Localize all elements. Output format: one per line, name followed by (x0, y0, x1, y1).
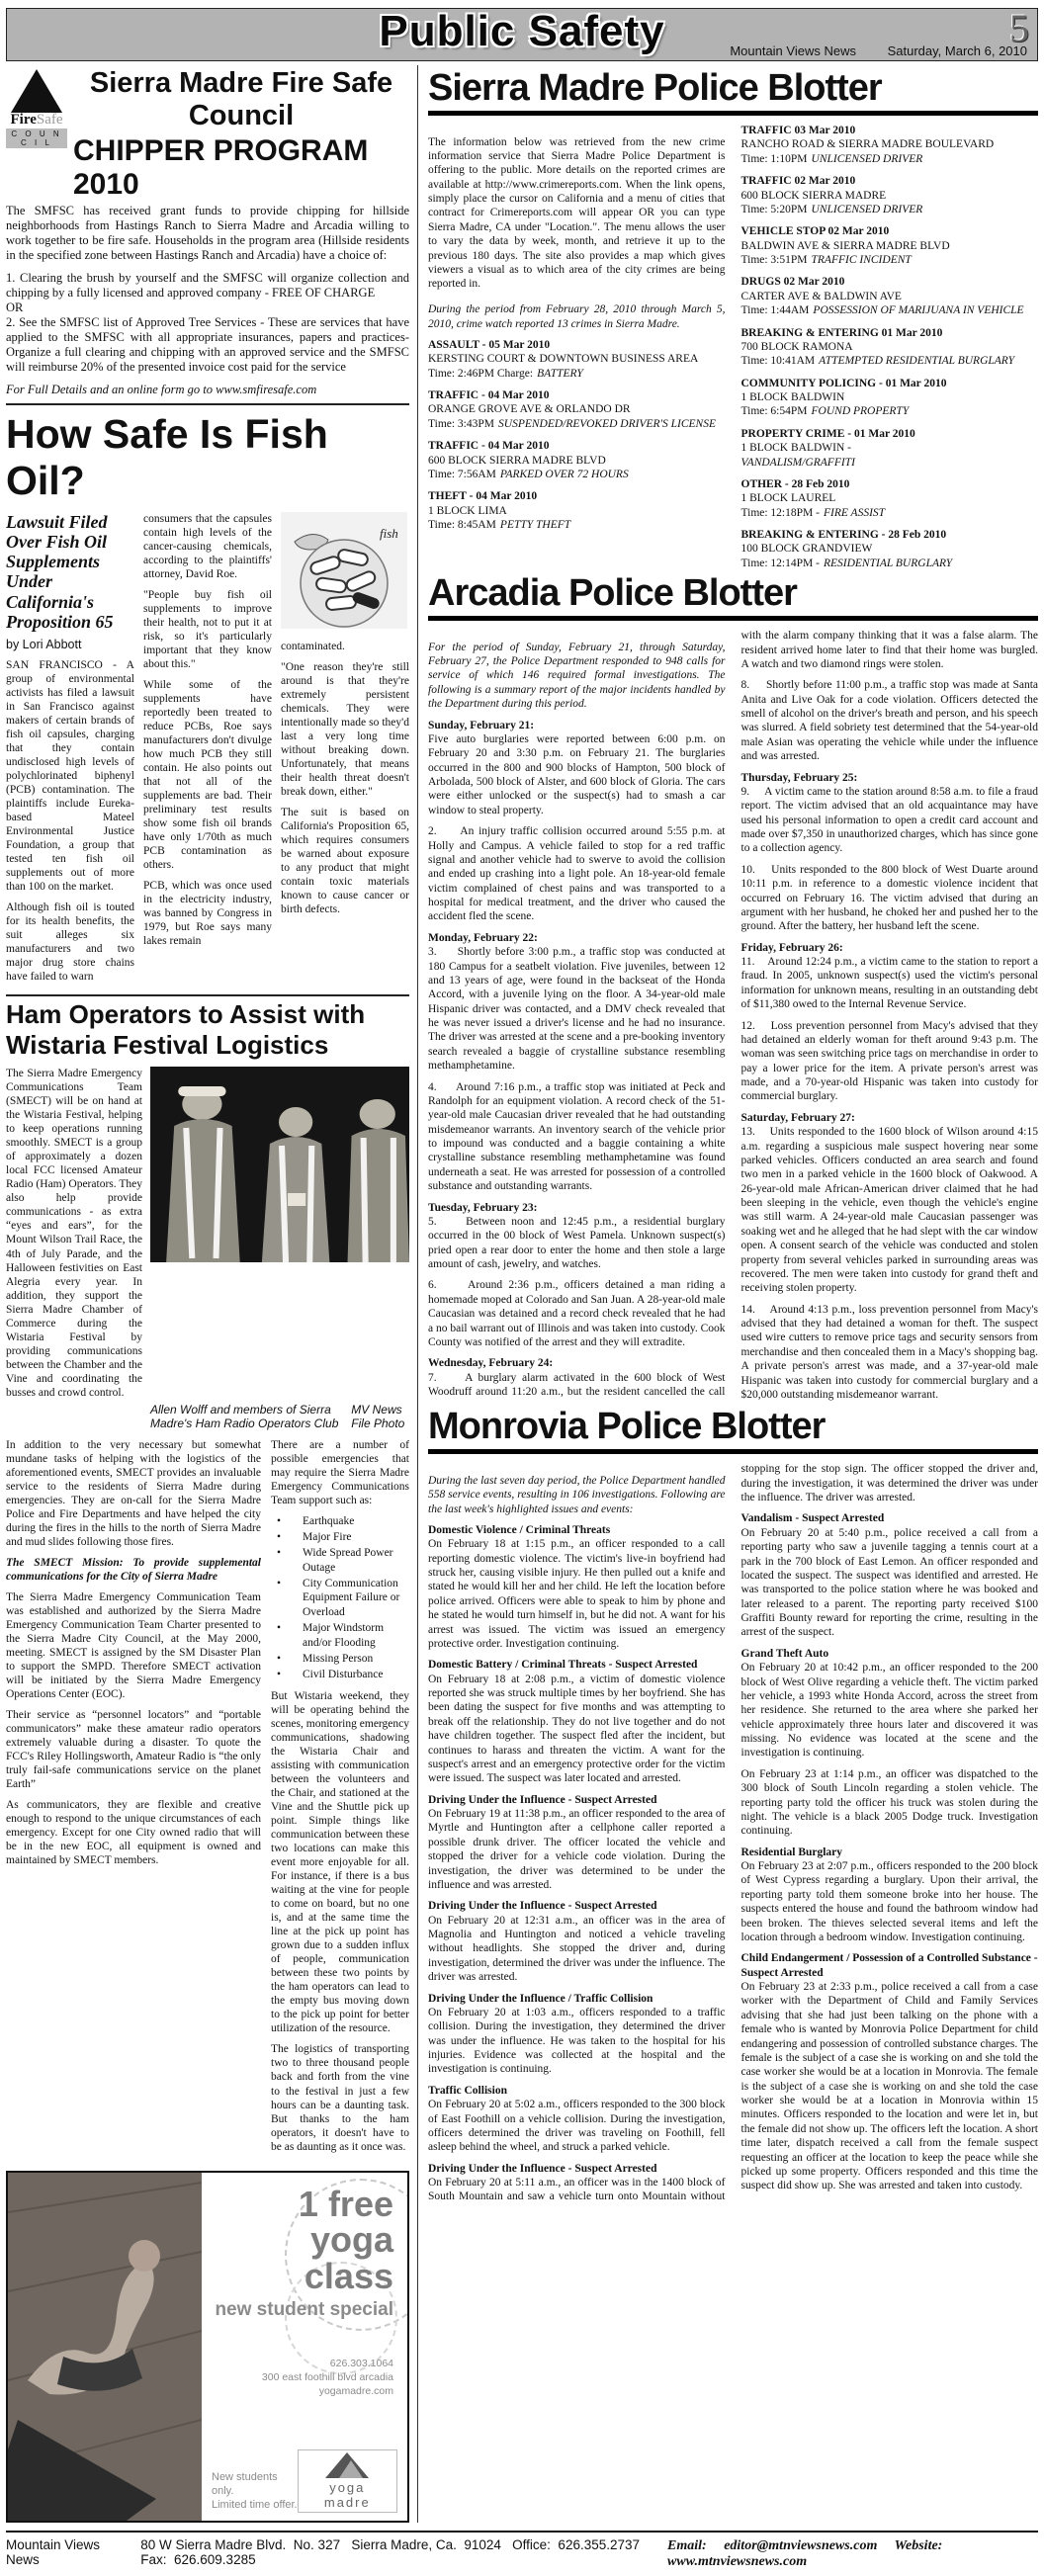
firesafe-or: OR (6, 301, 24, 314)
blotter-intro: During the last seven day period, the Police Department handled 558 service events, resulting in 106 investigations. Following are the last week's highlighted issues and events: (428, 1474, 726, 1515)
ad-website: yogamadre.com (318, 2385, 393, 2398)
entry-charge: FIRE ASSIST (823, 506, 886, 519)
blotter-item (741, 1647, 1039, 1760)
entry-title: BREAKING & ENTERING - 28 Feb 2010 (740, 529, 947, 541)
entry-time: Time: 8:45AM (428, 519, 496, 531)
article-paragraph: PCB, which was once used in the electricity industry, was banned by Congress in 1979, but Roe says many lakes remain (143, 880, 272, 948)
ham-operators-section (6, 994, 409, 2160)
item-text: 10. Units responded to the 800 block of West Duarte around 10:11 p.m. in reference to a domestic violence incident that occurred on February 16. The victim advised that during an argument with her husband, he choked her and pushed her to the ground. After the battery, her husband left the scene. (740, 863, 1038, 933)
item-text: On February 20 at 12:31 a.m., an officer was in the area of Magnolia and Huntington and noticed a vehicle traveling without headlights. She stopped the driver and, during investigation, determined the driver was under the influence. The driver was arrested. (428, 1914, 726, 1984)
entry-title: BREAKING & ENTERING 01 Mar 2010 (740, 326, 943, 339)
item-heading: Saturday, February 27: (740, 1111, 855, 1124)
fish-oil-col1 (6, 512, 134, 990)
firesafe-details-note: For Full Details and an online form go to www.smfiresafe.com (6, 383, 317, 396)
footer-address: 80 W Sierra Madre Blvd. No. 327 Sierra Madre, Ca. 91024 Office: 626.355.2737 Fax: 626.609.3285 (140, 2536, 644, 2567)
entry-location: KERSTING COURT & DOWNTOWN BUSINESS AREA (428, 353, 699, 366)
item-heading: Thursday, February 25: (740, 771, 858, 784)
item-text: On February 18 at 2:08 p.m., a victim of domestic violence reported she was struck multiple times by her boyfriend. She has been dating the suspect for five months and was attempting to break off the relationship. They do not live together and do not have children together. The suspect fled after the incident, but continues to harass and threaten the victim. A want for the suspect's arrest and an emergency protective order for the victim were issued. The suspect was later located and arrested. (428, 1673, 726, 1785)
arcadia-blotter-headline: Arcadia Police Blotter (428, 572, 1038, 621)
blotter-item (741, 678, 1039, 763)
ham-intro-paragraph: The Sierra Madre Emergency Communications Team (SMECT) will be on hand at the Wistaria Festival, helping to keep operations running smoothly. SMECT is a group of approximately a dozen local FCC licensed Amateur Radio (Ham) Operators. They also help provide communications - as extra “eyes and ears”, for the Mount Wilson Trail Race, the 4th of July Parade, and the Halloween festivities on East Alegria every year. In addition, they support the Sierra Madre Chamber of Commerce during the Wistaria Festival by providing communications between the Chamber and the Vine and coordinating the busses and crowd control. (6, 1068, 142, 1399)
bullet-icon: • (277, 1514, 282, 1527)
entry-location: ORANGE GROVE AVE & ORLANDO DR (428, 403, 631, 416)
blotter-item (741, 771, 1039, 856)
footer-email: editor@mtnviewsnews.com (724, 2537, 878, 2553)
item-text: Five auto burglaries were reported between 6:00 p.m. on February 20 and 3:30 p.m. on February 21. The burglaries occurred in the 800 and 900 blocks of Hampton, 500 block of Arbolada, 500 block of Alster, and 600 block of Gloria. The cars were either unlocked or the suspect(s) had to smash a car window to steal property. (428, 732, 726, 816)
ad-phone: 626.303.1064 (329, 2357, 393, 2369)
ham-right-column (271, 1438, 409, 2161)
item-heading: Child Endangerment / Possession of a Controlled Substance - Suspect Arrested (740, 1952, 1038, 1979)
emergency-bullet: • Missing Person (277, 1653, 374, 1666)
monrovia-blotter-section (428, 1406, 1038, 2204)
article-paragraph: "People buy fish oil supplements to improve their health, not to put it at risk, so it's particularly important that they know about this." (143, 589, 272, 671)
item-heading: Domestic Battery / Criminal Threats - Suspect Arrested (428, 1659, 698, 1672)
emergency-bullet: • Wide Spread Power Outage (277, 1546, 393, 1574)
entry-title: DRUGS 02 Mar 2010 (740, 276, 845, 289)
blotter-item (741, 1846, 1039, 1945)
bullet-icon: • (277, 1530, 282, 1543)
article-paragraph: The Sierra Madre Emergency Communication Team was established and authorized by the Sierra Madre Emergency Communication Team Charter presented to the Sierra Madre City Council, at the May 2000, meeting. SMECT is assigned by the SM Disaster Plan to support the SMPD. Therefore SMECT activation will be initiated by the Sierra Madre Emergency Operations Center (EOC). (6, 1590, 261, 1700)
entry-location: 600 BLOCK SIERRA MADRE (740, 189, 887, 202)
yoga-madre-logo (298, 2449, 397, 2513)
logo-fire: Fire (10, 112, 37, 128)
footer-website-label: Website: (894, 2537, 943, 2553)
bullet-icon: • (277, 1577, 282, 1589)
blotter-entry (741, 124, 1039, 166)
entry-charge: SUSPENDED/REVOKED DRIVER'S LICENSE (498, 417, 716, 430)
entry-location: 1 BLOCK BALDWIN - (740, 442, 851, 455)
item-heading: Traffic Collision (428, 2084, 507, 2097)
ham-operators-photo (150, 1067, 409, 1399)
item-text: 14. Around 4:13 p.m., loss prevention personnel from Macy's advised that they had detained a woman for theft. The suspect used wire cutters to remove price tags and security sensors from merchandise and then concealed them in a Macy's shopping bag. A private person's arrest was made, and a 37-year-old male Hispanic was taken into custody for commercial burglary and a $20,000 outstanding misdemeanor warrant. (740, 1303, 1038, 1401)
blotter-entry (741, 427, 1039, 470)
ad-line-1: 1 free (298, 2183, 393, 2224)
entry-title: ASSAULT - 05 Mar 2010 (428, 338, 551, 351)
fish-oil-headline: How Safe Is Fish Oil? (6, 411, 328, 503)
item-text: On February 23 at 1:14 p.m., an officer was dispatched to the 300 block of South Lincoln regarding a stolen vehicle. The reporting party told the officer his truck was stolen during the night. The vehicle is a black 2005 Dodge truck. Investigation continuing. (740, 1767, 1038, 1838)
emergency-bullet: • Major Fire (277, 1530, 352, 1543)
photo-credit: MV News File Photo (351, 1402, 405, 1430)
entry-time: Time: 1:44AM (740, 304, 810, 317)
fish-oil-col3 (281, 512, 409, 990)
item-text: 7. A burglary alarm activated in the 600 block of West Woodruff around 11:20 a.m., but the resident cancelled the call with the alarm company thinking that it was a false alarm. The resident arrived home later to find that their home was burgled. A watch and two diamond rings were stolen. (428, 630, 1038, 1398)
ad-line-3: class (304, 2256, 393, 2297)
blotter-intro: The information below was retrieved from the new crime information service that Sierra Madre Police Department is offering to the public. More details on the reported crimes are available at http://www.crimereports.com. When the link opens, simply place the cursor on California and a menu of cities that contract for Crimereports.com will appear OR you can type Sierra Madre, CA under "Location.". The menu allows the user to vary the data by week, month, and retrieve it up to the previous 180 days. The site also provides a map which gives viewers a visual as to which area of the city crimes are being reported in. (428, 135, 726, 291)
entry-time: Time: 12:18PM - (740, 506, 820, 519)
item-heading: Driving Under the Influence - Suspect Arrested (428, 1793, 657, 1806)
blotter-item (428, 2084, 726, 2155)
blotter-item (741, 1951, 1039, 2192)
entry-charge: UNLICENSED DRIVER (811, 152, 923, 165)
ad-subline: new student special (215, 2298, 393, 2320)
entry-time: Time: 12:14PM - (740, 557, 820, 569)
logo-wordmark: yoga madre (323, 2479, 371, 2510)
entry-charge: BATTERY (537, 367, 583, 380)
blotter-item (741, 1511, 1039, 1639)
sierra-madre-blotter-section (428, 67, 1038, 570)
smect-mission: The SMECT Mission: To provide supplemental communications for the City of Sierra Madre (6, 1556, 261, 1583)
article-paragraph: contaminated. (281, 641, 345, 652)
blotter-entry (428, 439, 726, 481)
footer-masthead: Mountain Views News (6, 2536, 101, 2567)
item-text: 9. A victim came to the station around 8:58 a.m. to file a fraud report. The victim advised that an old acquaintance may have used his personal information to open a credit card account and made over $7,350 in unauthorized charges, which has since gone to a collection agency. (740, 785, 1038, 855)
item-heading: Domestic Violence / Criminal Threats (428, 1523, 611, 1536)
entry-location: RANCHO ROAD & SIERRA MADRE BOULEVARD (740, 138, 995, 151)
ad-note-1: New students only. (212, 2471, 278, 2498)
yoga-ad-copy (202, 2173, 407, 2521)
item-text: On February 18 at 1:15 p.m., an officer responded to a call reporting domestic violence. The victim's live-in boyfriend had struck her, causing visible injury. He then pulled out a knife and stated he would kill her and her child. He left the location before police arrived. Officers were able to speak to him by phone and he stated he would turn himself in, but he did not. A want for his arrest was issued. The victim was issued an emergency protective order. Investigation continuing. (428, 1538, 726, 1650)
blotter-item (428, 1523, 726, 1651)
article-paragraph: As communicators, they are flexible and creative enough to respond to the unique circumstances of each emergency. Except for one City owned radio that will be in the new EOC, all equipment is owned and maintained by SMECT members. (6, 1799, 261, 1867)
entry-time: Time: 6:54PM (740, 405, 808, 418)
blotter-item (741, 1767, 1039, 1839)
firesafe-intro: The SMFSC has received grant funds to provide chipping for hillside neighborhoods from Hastings Ranch to Sierra Madre and Arcadia willing to work together to be fire safe. Households in the program area (Hillside residents in the specified zone between Hastings Ranch and Arcadia) have a choice of: (6, 204, 409, 262)
entry-title: TRAFFIC 03 Mar 2010 (740, 125, 856, 136)
entry-time: Time: 7:56AM (428, 468, 496, 480)
blotter-item (741, 1019, 1039, 1104)
blotter-entry (428, 489, 726, 532)
item-heading: Residential Burglary (740, 1846, 843, 1858)
item-text: On February 20 at 5:11 a.m., an officer was in the 1400 block of South Mountain and saw a vehicle turn onto Mountain without stopping for the stop sign. The officer stopped the driver and, during the investigation, it was determined the driver was under the influence. The driver was arrested. (428, 1463, 1038, 2203)
item-heading: Driving Under the Influence - Suspect Arrested (428, 1900, 657, 1913)
article-paragraph: While some of the supplements have reportedly been treated to reduce PCBs, Roe says manufacturers don't divulge how much PCB they still contain. He also points out that not all of the supplements are bad. Their preliminary test results show some fish oil brands have only 1/70th as much PCB contamination as others. (143, 679, 272, 872)
item-text: 3. Shortly before 3:00 p.m., a traffic stop was conducted at 180 Campus for a seatbelt violation. Five juveniles, between 12 and 13 years of age, were found in the backseat of the Honda Accord, with a juvenile lying on the floor. A 34-year-old male Hispanic driver was contacted, and a DMV check revealed that he was never issued a driver's license and he had no insurance. The driver was arrested at the scene and a pre-booking inventory search revealed a baggie of crystalline substance resembling methamphetamine. (428, 946, 726, 1073)
item-heading: Tuesday, February 23: (428, 1201, 538, 1214)
blotter-item (741, 1303, 1039, 1403)
ad-note-2: Limited time offer. (212, 2498, 298, 2511)
article-paragraph: The suit is based on California's Proposition 65, which requires consumers be warned about exposure to any product that might contain toxic materials known to cause cancer or birth defects. (281, 807, 409, 916)
entry-charge: TRAFFIC INCIDENT (811, 254, 912, 266)
entry-charge: VANDALISM/GRAFFITI (740, 456, 855, 469)
ad-address: 300 east foothill blvd arcadia (261, 2370, 393, 2383)
entry-title: THEFT - 04 Mar 2010 (428, 490, 538, 503)
entry-title: TRAFFIC - 04 Mar 2010 (428, 389, 550, 401)
page-number: 5 (1009, 6, 1029, 50)
entry-time: Time: 1:10PM (740, 152, 808, 165)
bullet-icon: • (277, 1546, 282, 1559)
blotter-item (741, 863, 1039, 934)
entry-title: TRAFFIC - 04 Mar 2010 (428, 440, 550, 453)
entry-location: 700 BLOCK RAMONA (740, 340, 853, 353)
footer-website: www.mtnviewsnews.com (667, 2553, 808, 2569)
ad-contact (202, 2321, 407, 2399)
item-text: 11. Around 12:24 p.m., a victim came to the station to report a fraud. In 2005, unknown suspect(s) used the victim's personal information for unknown means, resulting in an outstanding debt of $11,380 owed to the Internal Revenue Service. (740, 956, 1038, 1011)
article-paragraph: The logistics of transporting two to three thousand people back and forth from the vine to the festival in just a few hours can be a daunting task. But thanks to the ham operators, it doesn't have to be as daunting as it once was. (271, 2043, 409, 2153)
item-text: 6. Around 2:36 p.m., officers detained a man riding a homemade moped at Colorado and San Juan. A 28-year-old male Caucasian was detained and a record check revealed that he had a no bail warrant out of Illinois and was taken into custody. Cook County was notified of the arrest and they will extradite. (428, 1279, 726, 1348)
article-paragraph: Their service as “personnel locators” and “portable communicators” make these amateur radio operators extremely valuable during a disaster. To quote the FCC's Riley Hollingsworth, Amateur Radio is “the only truly fail-safe communications service on the planet Earth” (6, 1708, 261, 1791)
issue-date: Saturday, March 6, 2010 (887, 43, 1027, 58)
blotter-entry (428, 338, 726, 381)
article-paragraph: Although fish oil is touted for its health benefits, the suit alleges six manufacturers and two major drug store chains have failed to warn (6, 902, 134, 984)
fish-oil-section (6, 411, 409, 990)
entry-charge: RESIDENTIAL BURGLARY (823, 557, 953, 569)
entry-title: OTHER - 28 Feb 2010 (740, 477, 850, 490)
blotter-entry (741, 174, 1039, 216)
entry-title: COMMUNITY POLICING - 01 Mar 2010 (740, 377, 947, 389)
entry-charge: FOUND PROPERTY (811, 405, 910, 418)
entry-charge: POSSESSION OF MARIJUANA IN VEHICLE (813, 304, 1024, 317)
firesafe-council-logo (6, 69, 67, 148)
emergency-bullet: • Civil Disturbance (277, 1669, 384, 1681)
masthead-name: Mountain Views News (730, 43, 856, 58)
firesafe-option2: 2. See the SMFSC list of Approved Tree Services - These are services that have applied to the SMFSC with all appropriate insurances, papers and practices- Organize a full clearing and chipping with an approved service and the SMFSC will reimburse 20% of the presented invoice cost paid for the service (6, 315, 409, 374)
logo-safe: Safe (36, 112, 63, 128)
fish-label: fish (380, 526, 398, 541)
blotter-item (428, 1201, 726, 1272)
blotter-entry (741, 528, 1039, 570)
blotter-entry (741, 326, 1039, 369)
page-title: Public Safety (379, 7, 665, 55)
entry-title: TRAFFIC 02 Mar 2010 (740, 175, 856, 188)
firesafe-title: Sierra Madre Fire Safe Council (89, 67, 393, 131)
blotter-item (428, 1658, 726, 1785)
mountain-icon (325, 2452, 369, 2478)
bullet-icon: • (277, 1622, 282, 1635)
entry-location: 1 BLOCK LAUREL (740, 492, 836, 505)
entry-title: VEHICLE STOP 02 Mar 2010 (740, 225, 890, 238)
page-footer (6, 2531, 1038, 2576)
item-heading: Driving Under the Influence / Traffic Collision (428, 1992, 653, 2005)
page-header-band (6, 8, 1038, 61)
yoga-pose-photo (8, 2173, 202, 2521)
ad-line-2: yoga (309, 2219, 393, 2261)
blotter-item (428, 931, 726, 1073)
blotter-item (428, 1278, 726, 1349)
entry-location: 100 BLOCK GRANDVIEW (740, 543, 873, 556)
entry-time: Time: 3:43PM (428, 417, 495, 430)
mountain-triangle-icon (11, 69, 62, 113)
article-paragraph: In addition to the very necessary but somewhat mundane tasks of helping with the logistics of the aforementioned events, SMECT provides an invaluable service to the residents of Sierra Madre during emergencies. They are on-call for the Sierra Madre Police and Fire Departments and have helped the city during the fires in the hills to the north of Sierra Madre and mud slides following those fires. (6, 1438, 261, 1548)
item-heading: Wednesday, February 24: (428, 1357, 554, 1370)
fish-oil-byline: by Lori Abbott (6, 637, 82, 651)
item-text: On February 20 at 1:03 a.m., officers responded to a traffic collision. During the investigation, they determined the driver was under the influence. He was taken to the hospital for his injuries. Evidence was collected at the hospital and the investigation is continuing. (428, 2006, 726, 2076)
entry-location: 1 BLOCK LIMA (428, 504, 507, 517)
entry-location: BALDWIN AVE & SIERRA MADRE BLVD (740, 239, 950, 252)
blotter-item (428, 719, 726, 818)
footer-email-label: Email: (667, 2537, 707, 2553)
ham-emergencies-intro: There are a number of possible emergencies that may require the Sierra Madre Emergency Communications Team support such as: (271, 1438, 409, 1506)
blotter-intro: For the period of Sunday, February 21, through Saturday, February 27, the Police Department responded to 948 calls for service of which 146 required formal investigations. The following is a summary report of the major incidents handled by the Department during this period. (428, 641, 726, 711)
item-text: 12. Loss prevention personnel from Macy's advised that they had detained an elderly woman for theft around 9:43 p.m. The woman was seen switching price tags on merchandise in order to pay a lower price for the item. A private person's arrest was made, and a 70-year-old Hispanic was taken into custody for commercial burglary. (740, 1019, 1038, 1103)
item-text: 8. Shortly before 11:00 p.m., a traffic stop was made at Santa Anita and Live Oak for a code violation. Officers detected the smell of alcohol on the driver's breath and person, and his speech was slurred. A field sobriety test determined that the 54-year-old male Asian was operating the vehicle while under the influence and was arrested. (740, 679, 1038, 763)
item-text: On February 23 at 2:07 p.m., officers responded to the 200 block of West Cypress regarding a burglary. Upon their arrival, the reporting party told them someone broke into her house. The suspects entered the house and found the bathroom window had been broken. The thieves selected several items and left the location through a bedroom window. Investigation continuing. (740, 1860, 1038, 1943)
bullet-icon: • (277, 1653, 282, 1666)
fish-oil-subhead: Lawsuit Filed Over Fish Oil Supplements Under California's Proposition 65 (6, 512, 114, 632)
bullet-icon: • (277, 1669, 282, 1681)
emergency-bullet: • Major Windstorm and/or Flooding (277, 1622, 385, 1650)
entry-time: Time: 3:51PM (740, 254, 808, 266)
sierra-madre-blotter-headline: Sierra Madre Police Blotter (428, 67, 1038, 116)
right-column (417, 65, 1038, 2523)
entry-location: CARTER AVE & BALDWIN AVE (740, 290, 902, 302)
item-text: On February 23 at 2:33 p.m., police received a call from a case worker with the Department of Child and Family Services advising that she had just been talking on the phone with a female who is wanted by Monrovia Police Department for child endangering and possession of controlled substance charges. The female is the subject of a case she is working on and she told the case worker she would be at a location in Monrovia. The female is the subject of a case she is working on and she told the case worker she would be at a location in Monrovia within 15 minutes. Officers responded to the location and were let in, but the female did not show up. The officers left the location. A short time later, dispatch received a call from the female suspect requesting an officer at the location to keep the peace while she picked up some property. Officers responded and this time the suspect did show up. She was arrested and taken into custody. (740, 1981, 1038, 2192)
entry-time: Time: 10:41AM (740, 355, 816, 368)
left-column (6, 65, 409, 2523)
blotter-item (428, 1899, 726, 1984)
blotter-item (741, 1111, 1039, 1296)
item-heading: Driving Under the Influence - Suspect Arrested (428, 2162, 657, 2175)
firesafe-option1: 1. Clearing the brush by yourself and the SMFSC will organize collection and chipping by a fully licensed and approved company - FREE OF CHARGE (6, 271, 409, 300)
entry-charge: UNLICENSED DRIVER (811, 203, 923, 215)
emergency-bullet: • City Communication Equipment Failure or Overload (277, 1577, 400, 1619)
item-heading: Sunday, February 21: (428, 719, 535, 731)
blotter-period-note: During the period from February 28, 2010 through March 5, 2010, crime watch reported 13 crimes in Sierra Madre. (428, 303, 726, 330)
emergency-bullet: • Earthquake (277, 1514, 355, 1527)
article-paragraph: "One reason they're still around is that they're extremely persistent chemicals. They were intentionally made so they'd last a very long time without breaking down. Unfortunately, that means their health threat doesn't break down, either." (281, 661, 409, 799)
ham-headline: Ham Operators to Assist with Wistaria Festival Logistics (6, 999, 366, 1061)
section-divider (6, 403, 409, 405)
entry-time: Time: 5:20PM (740, 203, 808, 215)
blotter-item (428, 1992, 726, 2077)
entry-charge: PARKED OVER 72 HOURS (499, 468, 629, 480)
blotter-item (428, 824, 726, 924)
article-paragraph: But Wistaria weekend, they will be operating behind the scenes, monitoring emergency communications, shadowing the Wistaria Chair and assisting with communication between the volunteers and the Chair, and stationed at the Vine and the Shuttle pick up point. Simple things like communication between these two locations can make this event more enjoyable for all. For instance, if there is a bus waiting at the vine for people to come on board, but no one is, and at the same time the line at the pick up point has grown due to a sudden influx of people, communication between these two points by the ham operators can lead to the empty bus moving down to the pick up point for better utilization of the resource. (271, 1690, 409, 2035)
photo-caption: Allen Wolff and members of Sierra Madre's Ham Radio Operators Club (150, 1402, 339, 1430)
article-paragraph: SAN FRANCISCO - A group of environmental activists has filed a lawsuit in San Francisco against makers of certain brands of fish oil capsules, charging that they contain undisclosed high levels of polychlorinated biphenyl (PCB) contamination. The plaintiffs include Eureka-based Mateel Environmental Justice Foundation, a group that tested ten fish oil supplements out of more than 100 on the market. (6, 658, 134, 894)
item-heading: Monday, February 22: (428, 931, 538, 944)
item-heading: Friday, February 26: (740, 941, 843, 954)
blotter-entry (741, 275, 1039, 317)
item-text: On February 20 at 5:02 a.m., officers responded to the 300 block of East Foothill on a vehicle collision. During the investigation, officers determined the driver was traveling on Foothill, fell asleep behind the wheel, and struck a parked vehicle. (428, 2099, 726, 2154)
arcadia-blotter-section (428, 572, 1038, 1404)
blotter-entry (428, 388, 726, 431)
entry-charge: PETTY THEFT (499, 519, 571, 531)
blotter-entry (741, 377, 1039, 419)
item-text: On February 20 at 5:40 p.m., police received a call from a reporting party who saw a juvenile tagging a tennis court at a park in the 700 block of East Lemon. An officer responded and located the suspect. The suspect was identified and arrested. He was transported to the police station where he was booked and later released to a parent. The reporting party received $100 Graffiti Bounty reward for reporting the crime, resulting in the arrest of the suspect. (740, 1526, 1038, 1639)
article-paragraph: consumers that the capsules contain high levels of the cancer-causing chemicals, according to the plaintiffs' attorney, David Roe. (143, 513, 272, 581)
ham-left-column (6, 1438, 261, 2161)
fish-oil-col2 (143, 512, 272, 990)
chipper-headline: CHIPPER PROGRAM 2010 (73, 134, 369, 201)
logo-council: C O U N C I L (6, 129, 67, 148)
blotter-item (428, 1080, 726, 1194)
masthead-line (702, 43, 1027, 58)
entry-title: PROPERTY CRIME - 01 Mar 2010 (740, 427, 915, 440)
item-heading: Vandalism - Suspect Arrested (740, 1512, 885, 1525)
blotter-entry (741, 224, 1039, 267)
item-text: On February 20 at 10:42 p.m., an officer responded to the 200 block of West Olive regarding a vehicle theft. The victim parked her vehicle, a 1993 white Honda Accord, across the street from her residence. She returned to the area where she parked her vehicle approximately three hours later and discovered it was missing. No evidence was located at the scene and the investigation is continuing. (740, 1662, 1038, 1760)
yoga-ad (6, 2171, 409, 2523)
item-text: 13. Units responded to the 1600 block of Wilson around 4:15 a.m. regarding a suspicious male suspect hovering near some parked vehicles. Officers conducted an area search and found two men in a parked vehicle in the 1600 block of Oakwood. A 26-year-old male African-American driver claimed that he had been sleeping in the vehicle, even though the vehicle's engine was still warm. A 24-year-old male Caucasian passenger was soaking wet and he alleged that he had slept with the car window open. A consent search of the vehicle was conducted and stolen property from several vehicles parked in surrounding areas was recovered. The men were taken into custody for grand theft and receiving stolen property. (740, 1126, 1038, 1295)
item-text: On February 19 at 11:38 p.m., an officer responded to the area of Myrtle and Huntington after a cellphone caller reported a possible drunk driver. The officer located the vehicle and stopped the driver for a vehicle code violation. During the investigation, the driver was determined to be under the influence and was arrested. (428, 1808, 726, 1891)
monrovia-blotter-headline: Monrovia Police Blotter (428, 1406, 1038, 1454)
entry-location: 1 BLOCK BALDWIN (740, 391, 845, 403)
blotter-item (741, 941, 1039, 1012)
entry-location: 600 BLOCK SIERRA MADRE BLVD (428, 454, 606, 467)
item-heading: Grand Theft Auto (740, 1647, 829, 1660)
firesafe-section (6, 65, 409, 405)
fish-oil-capsules-illustration (281, 512, 407, 629)
item-text: 5. Between noon and 12:45 p.m., a residential burglary occurred in the 00 block of West Pamela. Unknown suspect(s) pried open a rear door to enter the home and then stole a large amount of cash, jewelry, and watches. (428, 1215, 726, 1270)
entry-charge: ATTEMPTED RESIDENTIAL BURGLARY (819, 355, 1015, 368)
item-text: 4. Around 7:16 p.m., a traffic stop was initiated at Peck and Randolph for an equipment violation. A record check of the 51-year-old male Caucasian driver revealed that he had outstanding misdemeanor warrants. An inventory search of the vehicle prior to impound was conducted and a baggie containing a white crystalline substance resembling methamphetamine was found underneath a seat. He was arrested for possession of a controlled substance and outstanding warrants. (428, 1080, 726, 1193)
item-text: 2. An injury traffic collision occurred around 5:55 p.m. at Holly and Campus. A vehicle failed to stop for a red traffic signal and another vehicle had to swerve to avoid the collision and ended up crashing into a light pole. An 18-year-old female victim complained of chest pains and was transported to a hospital for medical treatment, and the driver who caused the accident fled the scene. (428, 825, 726, 923)
blotter-entry (741, 477, 1039, 520)
entry-time: Time: 2:46PM Charge: (428, 367, 534, 380)
blotter-item (428, 1793, 726, 1893)
